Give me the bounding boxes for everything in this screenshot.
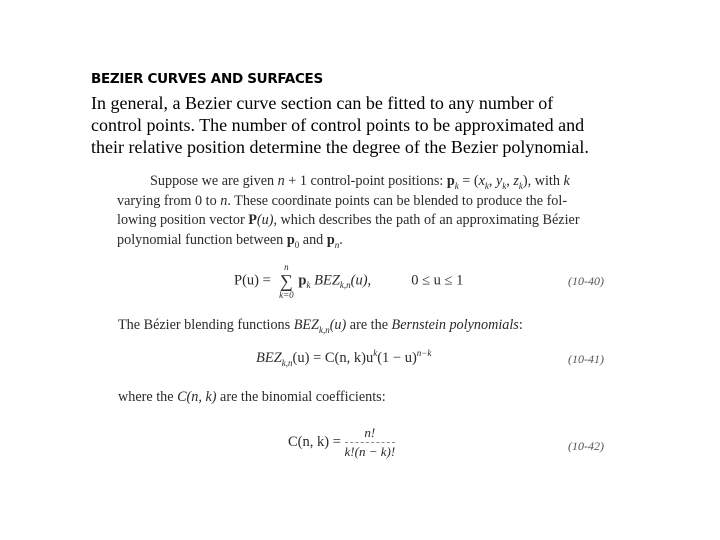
intro-line: In general, a Bezier curve section can be fitted to any number of: [91, 93, 554, 113]
intro-paragraph: [91, 92, 611, 158]
equation-10-40: P(u) = n ∑ k=0 $p_k$ $BEZ_{k,n}(u)$, 0 ≤ u ≤ 1: [234, 262, 464, 300]
scanned-paragraph-binomial: where the C(n, k) are the binomial coefficients:: [118, 389, 386, 405]
intro-line: their relative position determine the degree of the Bezier polynomial.: [91, 137, 589, 157]
paragraph-line: Suppose we are given n + 1 control-point positions: $p_k = (x_k$, $y_k$, $z_k$), with k: [150, 173, 570, 191]
equation-number: (10-42): [568, 439, 604, 453]
equation-10-42: C(n, k) = $\frac{n!}{k!(n - k)!}$: [288, 425, 396, 459]
paragraph-line: polynomial function between $p_0$ and $p_n$.: [117, 231, 343, 250]
equation-10-41: $BEZ_{k,n}(u) = C(n$, $k)u^k(1 - u)^{n-k}$: [256, 348, 432, 368]
scanned-paragraph-control-points: [118, 172, 580, 250]
summation-symbol: n ∑ k=0: [279, 262, 294, 300]
equation-number: (10-41): [568, 352, 604, 366]
intro-line: control points. The number of control points to be approximated and: [91, 115, 585, 135]
paragraph-line: varying from 0 to n. These coordinate points can be blended to produce the fol-: [117, 192, 568, 209]
paragraph-line: lowing position vector P(u), which describes the path of an approximating Bézier: [117, 212, 580, 228]
scanned-paragraph-blending: The Bézier blending functions $BEZ_{k,n}(u)$ are the Bernstein polynomials:: [118, 317, 523, 335]
section-heading: BEZIER CURVES AND SURFACES: [91, 71, 323, 87]
fraction: $\frac{n!}{k!(n - k)!}$: [344, 425, 396, 459]
equation-number: (10-40): [568, 274, 604, 288]
